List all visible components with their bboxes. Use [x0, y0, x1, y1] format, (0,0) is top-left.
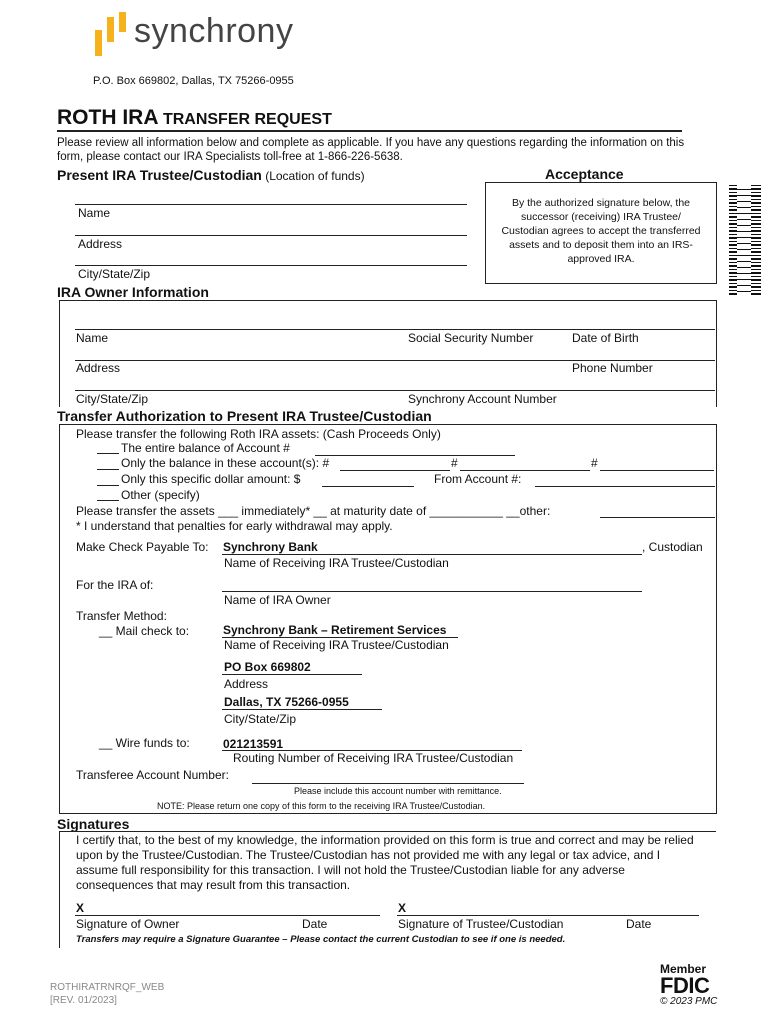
- ira-of-label: For the IRA of:: [76, 578, 154, 592]
- present-name-line[interactable]: [75, 204, 467, 205]
- acceptance-box: [485, 182, 717, 284]
- signatures-heading: Signatures: [57, 816, 130, 832]
- trustee-date-label: Date: [626, 917, 652, 931]
- title-rest: TRANSFER REQUEST: [158, 111, 332, 128]
- owner-date-label: Date: [302, 917, 328, 931]
- mail-check-option[interactable]: __ Mail check to:: [99, 624, 190, 638]
- owner-account-label: Synchrony Account Number: [408, 392, 557, 406]
- option-entire-balance[interactable]: The entire balance of Account #: [121, 441, 290, 455]
- owner-ssn-label: Social Security Number: [408, 331, 534, 345]
- transfer-intro: Please transfer the following Roth IRA assets: (Cash Proceeds Only): [76, 427, 441, 441]
- mail-name: Synchrony Bank – Retirement Services: [223, 623, 447, 637]
- owner-heading: IRA Owner Information: [57, 284, 209, 300]
- certify-text: I certify that, to the best of my knowledge, the information provided on this form is true and correct and may be relied upon by the Trustee/Custodian. The Trustee/Custodian has not provided me with any legal or tax advice, and I assume full responsibility for this transaction. I will not hold the Trustee/Custodian liable for any adverse consequences that may result from this transaction.: [76, 833, 694, 892]
- title-main: ROTH IRA: [57, 106, 159, 129]
- po-box: PO Box 669802: [224, 660, 311, 674]
- payable-value: Synchrony Bank: [223, 540, 318, 554]
- fdic-member: Member: [660, 962, 707, 976]
- owner-sign-x: X: [76, 901, 85, 915]
- fdic-text: FDIC: [660, 973, 710, 998]
- owner-phone-label: Phone Number: [572, 361, 653, 375]
- transfer-heading: Transfer Authorization to Present IRA Trustee/Custodian: [57, 408, 432, 424]
- acceptance-text: By the authorized signature below, the successor (receiving) IRA Trustee/ Custodian agrees to accept the transferred assets and to deposit them into an IRS-approved IRA.: [501, 197, 701, 265]
- from-account-label: From Account #:: [434, 472, 522, 486]
- brand-name: synchrony: [134, 12, 294, 50]
- trustee-signature-label: Signature of Trustee/Custodian: [398, 917, 564, 931]
- entire-balance-account-line[interactable]: [315, 455, 515, 456]
- present-city-label: City/State/Zip: [78, 267, 151, 281]
- intro-text: Please review all information below and complete as applicable. If you have any questions regarding the information on this form, please contact our IRA Specialists toll-free at 1-866-226-5638.: [57, 137, 685, 163]
- penalty-note: * I understand that penalties for early withdrawal may apply.: [76, 519, 393, 533]
- form-revision: [REV. 01/2023]: [50, 995, 117, 1006]
- option-dollar-amount[interactable]: Only this specific dollar amount: $: [121, 472, 301, 486]
- transferee-label: Transferee Account Number:: [76, 768, 229, 782]
- hash-2: #: [591, 456, 598, 470]
- present-city-line[interactable]: [75, 265, 467, 266]
- option-other[interactable]: Other (specify): [121, 488, 200, 502]
- routing-caption: Routing Number of Receiving IRA Trustee/Custodian: [233, 751, 514, 765]
- fdic-logo: [660, 962, 720, 1007]
- wire-funds-option[interactable]: __ Wire funds to:: [99, 736, 190, 750]
- present-heading: Present IRA Trustee/Custodian (Location of funds): [57, 167, 365, 183]
- from-account-line[interactable]: [535, 486, 715, 487]
- timing-text[interactable]: Please transfer the assets ___ immediately* __ at maturity date of ___________ __other:: [76, 504, 551, 518]
- receiving-caption: Name of Receiving IRA Trustee/Custodian: [224, 556, 449, 570]
- owner-city-label: City/State/Zip: [76, 392, 149, 406]
- mail-caption: Name of Receiving IRA Trustee/Custodian: [224, 638, 449, 652]
- copyright: © 2023 PMC: [660, 996, 718, 1007]
- ira-owner-line[interactable]: [222, 591, 642, 592]
- balance-account-line-1[interactable]: [340, 470, 450, 471]
- guarantee-note: Transfers may require a Signature Guarantee – Please contact the current Custodian to see if one is needed.: [76, 934, 566, 945]
- trustee-signature-line[interactable]: [397, 915, 699, 916]
- acceptance-heading: Acceptance: [545, 166, 624, 182]
- payable-label: Make Check Payable To:: [76, 540, 209, 554]
- owner-address-label: Address: [76, 361, 121, 375]
- custodian-label: , Custodian: [642, 540, 703, 554]
- owner-caption: Name of IRA Owner: [224, 593, 331, 607]
- city-value: Dallas, TX 75266-0955: [224, 695, 349, 709]
- hash-1: #: [451, 456, 458, 470]
- owner-signature-line[interactable]: [75, 915, 380, 916]
- present-name-label: Name: [78, 206, 111, 220]
- other-line[interactable]: [600, 517, 715, 518]
- balance-account-line-2[interactable]: [460, 470, 590, 471]
- address-caption: Address: [224, 677, 269, 691]
- owner-signature-label: Signature of Owner: [76, 917, 180, 931]
- option-balance-accounts[interactable]: Only the balance in these account(s): #: [121, 456, 330, 470]
- return-note: NOTE: Please return one copy of this form to the receiving IRA Trustee/Custodian.: [157, 801, 486, 811]
- remit-note: Please include this account number with remittance.: [294, 786, 502, 796]
- dollar-amount-line[interactable]: [322, 486, 414, 487]
- method-label: Transfer Method:: [76, 609, 167, 623]
- routing-number: 021213591: [223, 737, 284, 751]
- balance-account-line-3[interactable]: [600, 470, 714, 471]
- page-title: [57, 106, 332, 130]
- present-address-label: Address: [78, 237, 123, 251]
- form-code: ROTHIRATRNRQF_WEB: [50, 982, 165, 993]
- transferee-account-line[interactable]: [252, 783, 524, 784]
- trustee-sign-x: X: [398, 901, 407, 915]
- city-caption: City/State/Zip: [224, 712, 297, 726]
- owner-dob-label: Date of Birth: [572, 331, 639, 345]
- owner-name-label: Name: [76, 331, 109, 345]
- present-address-line[interactable]: [75, 235, 467, 236]
- brand-address: P.O. Box 669802, Dallas, TX 75266-0955: [93, 75, 294, 87]
